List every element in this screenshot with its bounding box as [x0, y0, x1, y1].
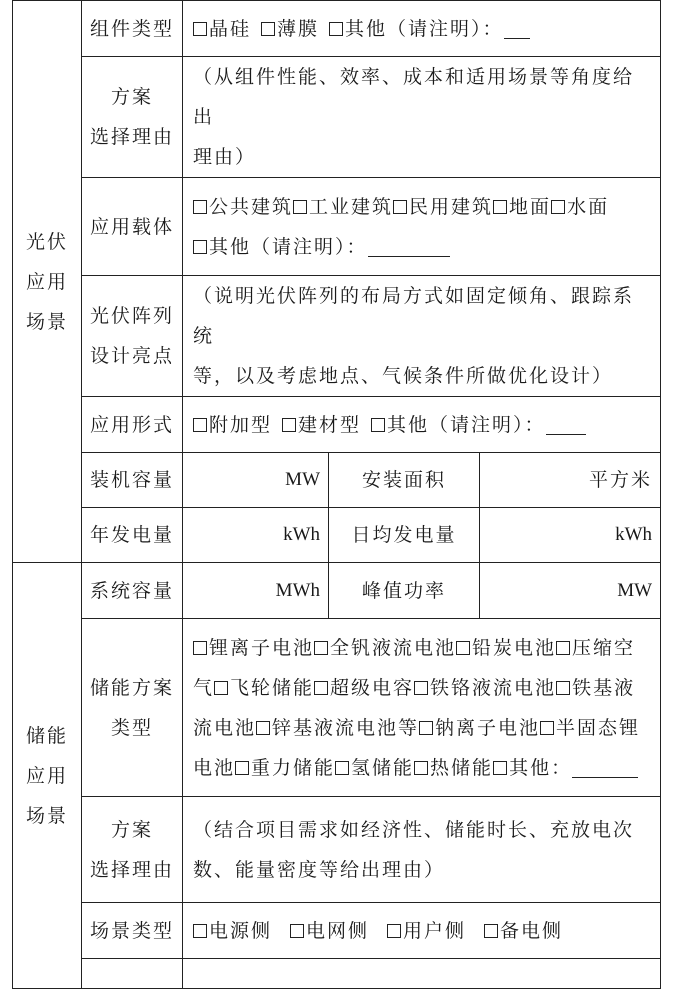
option-flywheel: 飞轮储能: [230, 676, 315, 699]
checkbox-lithium-ion[interactable]: [193, 641, 207, 655]
pv-scheme-reason-line2: 理由）: [193, 146, 257, 168]
storage-scheme-type-label-line1: 储能方案: [89, 676, 174, 699]
installed-capacity-unit[interactable]: MW: [183, 453, 329, 508]
pv-scheme-reason-label-line2: 选择理由: [89, 126, 174, 148]
daily-generation-unit[interactable]: kWh: [480, 508, 661, 563]
checkbox-semi-solid-lithium[interactable]: [540, 721, 554, 735]
system-capacity-label: 系统容量: [82, 563, 183, 619]
pv-scheme-reason-line1: （从组件性能、效率、成本和适用场景等角度给出: [193, 66, 635, 128]
checkbox-carrier-other[interactable]: [193, 240, 207, 254]
pv-category-line1: 光伏: [25, 230, 68, 253]
option-lead-carbon: 铅炭电池: [472, 636, 557, 659]
array-design-text: [183, 276, 661, 397]
option-gravity-storage: 重力储能: [251, 756, 336, 779]
option-vanadium-flow: 全钒液流电池: [330, 636, 457, 659]
option-industrial-building: 工业建筑: [309, 195, 394, 218]
checkbox-thermal-storage[interactable]: [414, 761, 428, 775]
array-design-label: [82, 276, 183, 397]
option-user-side: 用户侧: [403, 919, 467, 942]
option-ground: 地面: [509, 195, 552, 218]
checkbox-gravity-storage[interactable]: [235, 761, 249, 775]
storage-scheme-reason-label: [82, 797, 183, 903]
peak-power-unit[interactable]: MW: [480, 563, 661, 619]
array-design-label-line2: 设计亮点: [89, 345, 174, 367]
storage-scheme-reason-label-line1: 方案: [110, 818, 153, 841]
checkbox-thin-film[interactable]: [261, 22, 275, 36]
carrier-label: 应用载体: [82, 178, 183, 276]
checkbox-public-building[interactable]: [193, 200, 207, 214]
option-crystalline-silicon: 晶硅: [209, 17, 252, 40]
storage-category: [13, 563, 82, 989]
option-backup-side: 备电侧: [500, 919, 564, 942]
option-sodium-ion: 钠离子电池: [435, 716, 541, 739]
option-civil-building: 民用建筑: [409, 195, 494, 218]
annual-generation-label: 年发电量: [82, 508, 183, 563]
checkbox-module-other[interactable]: [329, 22, 343, 36]
peak-power-label: 峰值功率: [329, 563, 480, 619]
option-carrier-other: 其他（请注明）：: [209, 235, 368, 258]
checkbox-hydrogen-storage[interactable]: [335, 761, 349, 775]
installation-area-label: 安装面积: [329, 453, 480, 508]
checkbox-industrial-building[interactable]: [293, 200, 307, 214]
option-water-surface: 水面: [567, 195, 610, 218]
scenario-type-label: 场景类型: [82, 903, 183, 959]
checkbox-flywheel[interactable]: [214, 681, 228, 695]
checkbox-lead-carbon[interactable]: [456, 641, 470, 655]
checkbox-sodium-ion[interactable]: [419, 721, 433, 735]
pv-scheme-reason-label-line1: 方案: [110, 86, 153, 108]
array-design-line1: （说明光伏阵列的布局方式如固定倾角、跟踪系统: [193, 285, 635, 347]
storage-next-row-value: [183, 959, 661, 989]
array-design-line2: 等，以及考虑地点、气候条件所做优化设计）: [193, 365, 614, 387]
module-other-blank[interactable]: [504, 16, 530, 39]
checkbox-crystalline-silicon[interactable]: [193, 22, 207, 36]
system-capacity-unit[interactable]: MWh: [183, 563, 329, 619]
storage-scheme-type-label: [82, 619, 183, 797]
daily-generation-label: 日均发电量: [329, 508, 480, 563]
form-table: [12, 0, 661, 989]
storage-scheme-type-label-line2: 类型: [110, 716, 153, 739]
module-type-options: [183, 1, 661, 57]
checkbox-zinc-based-flow[interactable]: [256, 721, 270, 735]
option-thin-film: 薄膜: [277, 17, 320, 40]
checkbox-backup-side[interactable]: [484, 924, 498, 938]
option-hydrogen-storage: 氢储能: [351, 756, 415, 779]
checkbox-iron-chromium-flow[interactable]: [414, 681, 428, 695]
checkbox-building-material[interactable]: [282, 418, 296, 432]
option-building-material: 建材型: [298, 413, 362, 436]
option-grid-side: 电网侧: [306, 919, 370, 942]
option-semi-solid-lithium-part2: 电池: [193, 756, 236, 779]
installed-capacity-label: 装机容量: [82, 453, 183, 508]
checkbox-civil-building[interactable]: [393, 200, 407, 214]
storage-scheme-type-options: [183, 619, 661, 797]
option-storage-other: 其他：: [509, 756, 573, 779]
storage-category-line1: 储能: [25, 724, 68, 747]
checkbox-supercapacitor[interactable]: [314, 681, 328, 695]
storage-scheme-reason-line1: （结合项目需求如经济性、储能时长、充放电次: [193, 818, 635, 841]
app-form-other-blank[interactable]: [546, 412, 586, 435]
storage-scheme-reason-line2: 数、能量密度等给出理由）: [193, 858, 446, 881]
storage-category-line3: 场景: [25, 804, 68, 827]
pv-category-line2: 应用: [25, 270, 68, 293]
installation-area-unit[interactable]: 平方米: [480, 453, 661, 508]
option-app-form-other: 其他（请注明）：: [387, 413, 546, 436]
storage-scheme-reason-label-line2: 选择理由: [89, 858, 174, 881]
option-source-side: 电源侧: [209, 919, 273, 942]
checkbox-app-form-other[interactable]: [371, 418, 385, 432]
option-zinc-based-flow: 锌基液流电池等: [272, 716, 420, 739]
storage-other-blank[interactable]: [572, 755, 638, 778]
checkbox-iron-based-flow[interactable]: [556, 681, 570, 695]
pv-category-line3: 场景: [25, 310, 68, 333]
checkbox-ground[interactable]: [493, 200, 507, 214]
option-lithium-ion: 锂离子电池: [209, 636, 315, 659]
checkbox-source-side[interactable]: [193, 924, 207, 938]
option-module-other: 其他（请注明）：: [345, 17, 504, 40]
option-thermal-storage: 热储能: [430, 756, 494, 779]
pv-category: [13, 1, 82, 563]
pv-scheme-reason-label: [82, 57, 183, 178]
checkbox-water-surface[interactable]: [551, 200, 565, 214]
option-add-on: 附加型: [209, 413, 273, 436]
array-design-label-line1: 光伏阵列: [89, 305, 174, 327]
checkbox-storage-other[interactable]: [493, 761, 507, 775]
storage-scheme-reason-text: [183, 797, 661, 903]
app-form-label: 应用形式: [82, 397, 183, 453]
carrier-other-blank[interactable]: [368, 234, 450, 257]
option-iron-chromium-flow: 铁铬液流电池: [430, 676, 557, 699]
checkbox-user-side[interactable]: [387, 924, 401, 938]
checkbox-vanadium-flow[interactable]: [314, 641, 328, 655]
scenario-type-options: [183, 903, 661, 959]
checkbox-add-on[interactable]: [193, 418, 207, 432]
module-type-label: 组件类型: [82, 1, 183, 57]
checkbox-compressed-air[interactable]: [556, 641, 570, 655]
option-public-building: 公共建筑: [209, 195, 294, 218]
option-iron-based-flow-part2: 流电池: [193, 716, 257, 739]
option-supercapacitor: 超级电容: [330, 676, 415, 699]
pv-scheme-reason-text: [183, 57, 661, 178]
option-semi-solid-lithium-part1: 半固态锂: [556, 716, 641, 739]
storage-category-line2: 应用: [25, 764, 68, 787]
checkbox-grid-side[interactable]: [290, 924, 304, 938]
carrier-options: [183, 178, 661, 276]
option-compressed-air-part1: 压缩空: [572, 636, 636, 659]
annual-generation-unit[interactable]: kWh: [183, 508, 329, 563]
option-iron-based-flow-part1: 铁基液: [572, 676, 636, 699]
storage-next-row-label: [82, 959, 183, 989]
option-compressed-air-part2: 气: [193, 676, 215, 699]
app-form-options: [183, 397, 661, 453]
